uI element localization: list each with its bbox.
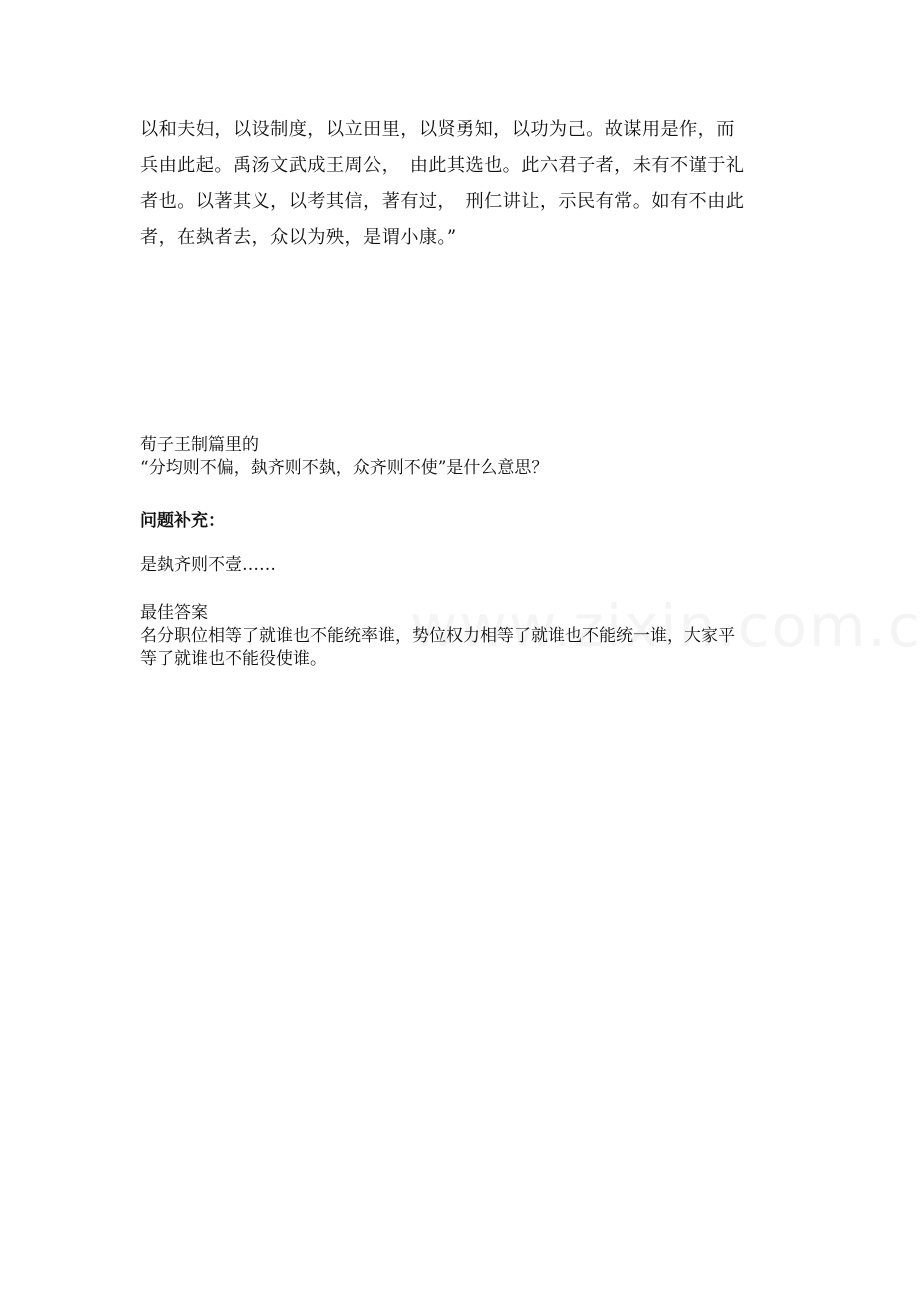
- passage-line-4: 者，在埶者去，众以为殃，是谓小康。”: [140, 227, 457, 248]
- supplement-label: 问题补充：: [140, 511, 225, 531]
- classical-passage: [140, 112, 785, 256]
- passage-line-3: 者也。以著其义，以考其信，著有过， 刑仁讲让，示民有常。如有不由此: [140, 191, 745, 212]
- supplement-text: 是埶齐则不壹……: [140, 555, 276, 575]
- question-title-line-1: 荀子王制篇里的: [140, 435, 259, 455]
- answer-line-2: 等了就谁也不能役使谁。: [140, 649, 327, 669]
- passage-line-2: 兵由此起。禹汤文武成王周公， 由此其选也。此六君子者，未有不谨于礼: [140, 155, 745, 176]
- question-title: [140, 434, 785, 480]
- answer-line-1: 名分职位相等了就谁也不能统率谁，势位权力相等了就谁也不能统一谁，大家平: [140, 626, 735, 646]
- passage-line-1: 以和夫妇，以设制度，以立田里，以贤勇知，以功为己。故谋用是作，而: [140, 119, 735, 140]
- best-answer: [140, 602, 785, 671]
- answer-label: 最佳答案: [140, 603, 208, 623]
- question-title-line-2: “分均则不偏，埶齐则不埶，众齐则不使”是什么意思？: [140, 458, 549, 478]
